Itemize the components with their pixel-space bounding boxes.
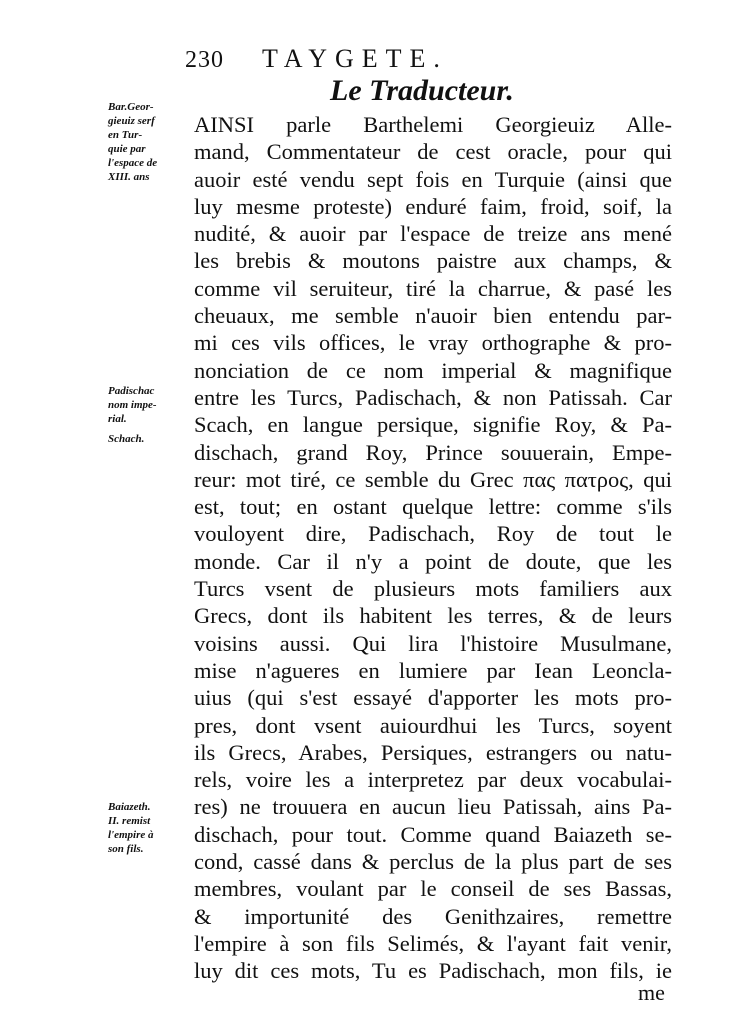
page-number: 230 [185,47,224,73]
margin-note-line: Baiazeth. [108,801,151,813]
margin-note-georgieuiz [108,100,190,184]
body-line: cheuaux, me semble n'auoir bien entendu par- [194,303,672,329]
body-line: membres, voulant par le conseil de ses Bassas, [194,876,672,902]
body-line: dischach, pour tout. Comme quand Baiazeth se- [194,821,672,847]
body-line: mise n'agueres en lumiere par Iean Leoncla- [194,657,672,683]
margin-note-line: gieuiz serf [108,115,155,127]
margin-note-line: Bar.Geor- [108,101,154,113]
body-line: vouloyent dire, Padischach, Roy de tout le [194,521,672,547]
margin-note-padischac [108,384,190,446]
body-text [194,111,672,985]
body-line: luy mesme proteste) enduré faim, froid, soif, la [194,193,672,219]
margin-note-line: son fils. [108,843,144,855]
body-line: mand, Commentateur de cest oracle, pour qui [194,139,672,165]
margin-note-line: rial. [108,413,127,425]
margin-note-line: nom impe- [108,399,157,411]
body-line: reur: mot tiré, ce semble du Grec πας πατρος, qui [194,466,672,492]
body-line: nonciation de ce nom imperial & magnifique [194,357,672,383]
body-line: les brebis & moutons paistre aux champs, & [194,248,672,274]
margin-note-line: Schach. [108,433,145,445]
body-line: auoir esté vendu sept fois en Turquie (ainsi que [194,166,672,192]
body-line: nudité, & auoir par l'espace de treize ans mené [194,221,672,247]
running-title: TAYGETE. [262,44,448,73]
margin-note-line: Padischac [108,385,155,397]
body-line: uius (qui s'est essayé d'apporter les mots pro- [194,685,672,711]
body-line: cond, cassé dans & perclus de la plus part de ses [194,849,672,875]
body-line: monde. Car il n'y a point de doute, que les [194,548,672,574]
body-line: voisins aussi. Qui lira l'histoire Musulmane, [194,630,672,656]
body-line: pres, dont vsent auiourdhui les Turcs, soyent [194,712,672,738]
body-line: luy dit ces mots, Tu es Padischach, mon fils, ie [194,958,672,984]
margin-note-line: XIII. ans [108,171,150,183]
section-heading: Le Traducteur. [330,74,514,107]
body-line: AINSI parle Barthelemi Georgieuiz Alle- [194,112,672,137]
body-line: rels, voire les a interpretez par deux vocabulai- [194,767,672,793]
body-line: comme vil seruiteur, tiré la charrue, & pasé les [194,275,672,301]
body-line: ils Grecs, Arabes, Persiques, estrangers ou natu- [194,739,672,765]
body-line: entre les Turcs, Padischach, & non Patissah. Car [194,384,672,410]
margin-note-line: l'empire à [108,829,154,841]
body-line: l'empire à son fils Selimés, & l'ayant fait venir, [194,930,672,956]
margin-note-line: quie par [108,143,146,155]
body-line: res) ne trouuera en aucun lieu Patissah, ains Pa- [194,794,672,820]
body-line: Turcs vsent de plusieurs mots familiers aux [194,576,672,602]
body-line: est, tout; en ostant quelque lettre: comme s'ils [194,494,672,520]
margin-note-line: l'espace de [108,157,158,169]
margin-note-baiazeth [108,800,190,856]
body-line: Scach, en langue persique, signifie Roy, & Pa- [194,412,672,438]
page-header [185,44,448,74]
margin-note-line: II. remist [108,815,151,827]
body-line: mi ces vils offices, le vray orthographe & pro- [194,330,672,356]
body-line: Grecs, dont ils habitent les terres, & de leurs [194,603,672,629]
margin-note-line: en Tur- [108,129,143,141]
body-line: & importunité des Genithzaires, remettre [194,903,672,929]
body-line: dischach, grand Roy, Prince souuerain, Empe- [194,439,672,465]
catchword: me [638,980,665,1005]
